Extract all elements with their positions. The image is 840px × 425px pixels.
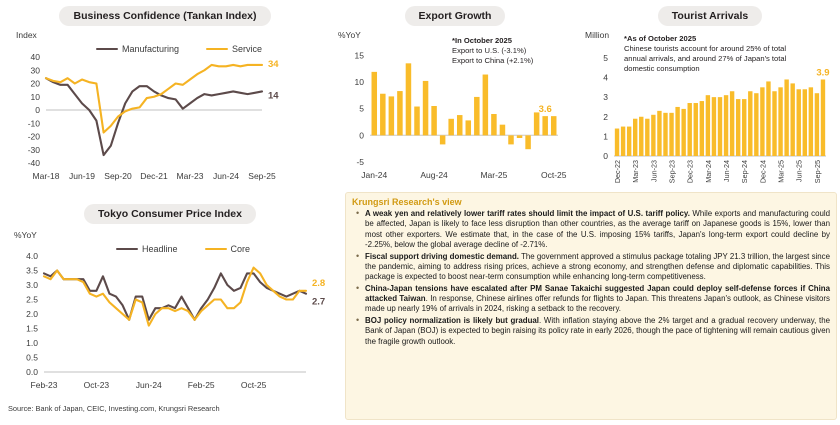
chart-panel-tankan xyxy=(0,0,330,190)
x-tick-label: Jun-24 xyxy=(722,160,732,182)
chart-title-tourist: Tourist Arrivals xyxy=(658,6,762,26)
x-tick-label: Dec-24 xyxy=(758,160,768,184)
bar xyxy=(815,93,819,156)
y-tick-label: 3.0 xyxy=(26,280,38,290)
x-tick-label: Feb-23 xyxy=(30,380,58,390)
bar xyxy=(406,63,412,135)
bar xyxy=(483,75,489,136)
bar xyxy=(651,115,655,156)
view-bullet-3-lead: China-Japan tensions have escalated after PM Sanae Takaichi suggested Japan could deploy self-defense forces if China attacked Taiwan xyxy=(365,283,830,304)
legend-label-core: Core xyxy=(230,244,251,254)
y-tick-label: 10 xyxy=(354,77,364,87)
y-tick-label: -20 xyxy=(27,131,40,142)
bar xyxy=(534,112,540,135)
bar xyxy=(706,95,710,156)
x-tick-label: Dec-22 xyxy=(613,160,623,184)
y-tick-label: 4 xyxy=(603,72,608,83)
bar xyxy=(790,83,794,156)
x-tick-label: Mar-24 xyxy=(703,160,713,183)
krungsri-research-view-box xyxy=(345,192,837,420)
bar xyxy=(397,91,403,135)
series-line-headline xyxy=(44,271,306,320)
series-end-label: 2.7 xyxy=(312,296,326,308)
view-box-title: Krungsri Research's view xyxy=(352,197,462,207)
series-line-core xyxy=(44,268,306,326)
series-line-manufacturing xyxy=(46,78,262,155)
bar xyxy=(797,89,801,156)
y-axis-unit-tankan: Index xyxy=(16,30,37,40)
y-tick-label: 5 xyxy=(359,103,364,114)
bar xyxy=(474,97,480,135)
view-bullet-4-lead: BOJ policy normalization is likely but gradual xyxy=(365,316,539,326)
bar xyxy=(466,120,472,135)
bar xyxy=(718,97,722,156)
source-note: Source: Bank of Japan, CEIC, Investing.com, Krungsri Research xyxy=(8,404,220,413)
chart-note-tourist-title: *As of October 2025 xyxy=(624,34,697,43)
x-tick-label: Dec-23 xyxy=(685,160,695,184)
view-bullet-3 xyxy=(356,284,830,315)
x-tick-label: Jun-24 xyxy=(213,171,239,181)
chart-title-tankan: Business Confidence (Tankan Index) xyxy=(59,6,270,26)
y-tick-label: 2.5 xyxy=(26,294,38,305)
x-tick-label: Sep-24 xyxy=(740,160,750,184)
chart-note-tourist-line3: domestic consumption xyxy=(624,64,700,74)
bar xyxy=(542,116,548,135)
y-tick-label: 20 xyxy=(30,78,40,89)
x-tick-label: Mar-23 xyxy=(176,171,204,181)
bar xyxy=(457,115,463,135)
bar xyxy=(500,125,506,136)
view-bullet-3-body: . In response, Chinese airlines offer refunds for flights to Japan. This threatens Japan's outlook, as Chinese visitors made up nearly 19% of arrivals in 2024, risking a setback to the recovery. xyxy=(365,294,830,314)
x-tick-label: Jun-25 xyxy=(794,160,804,182)
y-tick-label: 30 xyxy=(30,65,40,76)
bar xyxy=(440,135,446,144)
x-tick-label: Aug-24 xyxy=(420,170,448,180)
y-tick-label: -40 xyxy=(27,158,40,168)
view-bullet-1-body: While exports and manufacturing could be affected, Japan is likely to face less disruption than other countries, as the average tariff on Japanese goods is 15%, lower than most other exporters. We estimate that, in the case of the U.S. imposing 15% tariffs, Japan's long-term export could decline by -2.25%, below the global average decline of -2.71%. xyxy=(365,209,830,249)
bar xyxy=(681,109,685,156)
bar xyxy=(730,91,734,156)
series-end-label: 2.8 xyxy=(312,277,326,289)
bar xyxy=(372,72,378,135)
bar xyxy=(380,94,386,136)
view-bullet-2-lead: Fiscal support driving domestic demand. xyxy=(365,251,519,261)
view-bullet-2-body: The government approved a stimulus package totaling JPY 21.3 trillion, the largest since the pandemic, aiming to address rising prices, achieve a strong economy, and strengthen defense and diplomatic capabilities. This package is expected to boost near-term consumption while enhancing long-term competitiveness. xyxy=(365,251,830,282)
x-tick-label: Oct-25 xyxy=(540,170,567,180)
bar xyxy=(803,89,807,156)
bar xyxy=(736,99,740,156)
bar xyxy=(748,91,752,156)
y-tick-label: 2 xyxy=(603,111,608,122)
y-tick-label: 1 xyxy=(603,131,608,142)
bar xyxy=(551,116,557,135)
bar xyxy=(784,79,788,156)
x-tick-label: Jun-23 xyxy=(649,160,659,182)
y-tick-label: 0.0 xyxy=(26,367,38,377)
legend-label-service: Service xyxy=(232,44,263,54)
y-tick-label: 4.0 xyxy=(26,251,38,261)
x-tick-label: Jun-24 xyxy=(135,380,162,390)
x-tick-label: Sep-25 xyxy=(812,160,822,184)
bar xyxy=(621,127,625,156)
chart-title-cpi: Tokyo Consumer Price Index xyxy=(84,204,256,224)
y-tick-label: 1.0 xyxy=(26,338,38,348)
x-tick-label: Mar-18 xyxy=(32,171,60,181)
y-tick-label: 40 xyxy=(30,52,40,62)
chart-panel-tourist xyxy=(580,0,840,190)
y-tick-label: 15 xyxy=(354,50,364,61)
series-end-label: 34 xyxy=(268,58,279,70)
y-tick-label: 0 xyxy=(359,130,364,141)
series-end-label: 14 xyxy=(268,90,279,102)
chart-note-tourist-line1: Chinese tourists account for around 25% of total xyxy=(624,44,787,54)
bar xyxy=(423,81,429,135)
bar-data-label: 3.9 xyxy=(816,67,830,79)
chart-note-tourist-line2: annual arrivals, and around 27% of Japan's total xyxy=(624,54,787,64)
plot-area-tankan xyxy=(0,0,330,190)
x-tick-label: Jan-24 xyxy=(361,170,388,180)
y-tick-label: 10 xyxy=(30,91,40,102)
y-tick-label: -10 xyxy=(27,118,40,129)
x-tick-label: Sep-25 xyxy=(248,171,276,181)
x-tick-label: Jun-19 xyxy=(69,171,95,181)
bar xyxy=(517,135,523,138)
bar xyxy=(508,135,514,144)
bar xyxy=(627,127,631,156)
plot-area-cpi xyxy=(0,190,340,405)
legend-label-manufacturing: Manufacturing xyxy=(122,44,180,54)
bar xyxy=(491,114,497,135)
view-bullet-4-body: . With inflation staying above the 2% target and a gradual recovery underway, the Bank of Japan (BOJ) is expected to begin raising its policy rate in early 2026, though the pace of tightening will remain cautious given the fragile growth outlook. xyxy=(365,316,830,346)
bar xyxy=(431,106,437,135)
bar xyxy=(772,91,776,156)
y-tick-label: -30 xyxy=(27,144,40,155)
x-tick-label: Oct-23 xyxy=(83,380,110,390)
x-tick-label: Dec-21 xyxy=(140,171,168,181)
bar xyxy=(389,96,395,135)
bar xyxy=(675,107,679,156)
legend-label-headline: Headline xyxy=(142,244,178,254)
x-tick-label: Sep-20 xyxy=(104,171,132,181)
bar xyxy=(694,103,698,156)
bar xyxy=(760,87,764,156)
x-tick-label: Mar-25 xyxy=(776,160,786,183)
view-bullet-1 xyxy=(356,209,830,250)
chart-panel-export xyxy=(330,0,580,190)
bar xyxy=(754,93,758,156)
bar xyxy=(414,107,420,136)
bar xyxy=(724,95,728,156)
bar xyxy=(809,87,813,156)
y-axis-unit-tourist: Million xyxy=(585,30,610,40)
bar xyxy=(448,119,454,136)
bar xyxy=(700,101,704,156)
plot-area-tourist xyxy=(580,0,840,190)
view-bullet-4 xyxy=(356,316,830,347)
x-tick-label: Sep-23 xyxy=(667,160,677,184)
bar xyxy=(669,113,673,156)
y-tick-label: 3 xyxy=(603,92,608,103)
y-tick-label: 1.5 xyxy=(26,323,38,334)
y-tick-label: 0 xyxy=(603,151,608,161)
chart-note-export-line1: Export to U.S. (-3.1%) xyxy=(452,46,527,56)
bar xyxy=(645,119,649,156)
bar xyxy=(766,81,770,156)
x-tick-label: Feb-25 xyxy=(187,380,215,390)
y-axis-unit-export: %YoY xyxy=(338,30,361,40)
y-tick-label: -5 xyxy=(356,157,364,167)
view-bullet-list xyxy=(356,209,830,347)
bar xyxy=(615,129,619,156)
y-tick-label: 0 xyxy=(35,105,40,115)
x-tick-label: Oct-25 xyxy=(240,380,267,390)
bar xyxy=(712,97,716,156)
chart-panel-cpi xyxy=(0,190,340,405)
plot-area-export xyxy=(330,0,580,190)
bar-data-label: 3.6 xyxy=(538,104,552,116)
y-tick-label: 3.5 xyxy=(26,265,38,276)
y-axis-unit-cpi: %YoY xyxy=(14,230,37,240)
bar xyxy=(525,135,531,149)
bar xyxy=(633,119,637,156)
y-tick-label: 5 xyxy=(603,52,608,63)
y-tick-label: 0.5 xyxy=(26,352,38,363)
chart-note-export-title: *In October 2025 xyxy=(452,36,512,45)
bar xyxy=(663,113,667,156)
bar xyxy=(778,87,782,156)
chart-note-export-line2: Export to China (+2.1%) xyxy=(452,56,534,66)
bar xyxy=(657,111,661,156)
chart-title-export: Export Growth xyxy=(405,6,506,26)
bar xyxy=(742,99,746,156)
bar xyxy=(639,117,643,156)
y-tick-label: 2.0 xyxy=(26,309,38,319)
view-bullet-2 xyxy=(356,252,830,283)
bar xyxy=(688,103,692,156)
x-tick-label: Mar-25 xyxy=(480,170,508,180)
bar xyxy=(821,79,825,156)
view-bullet-1-lead: A weak yen and relatively lower tariff rates should limit the impact of U.S. tariff policy. xyxy=(365,209,690,218)
x-tick-label: Mar-23 xyxy=(631,160,641,183)
